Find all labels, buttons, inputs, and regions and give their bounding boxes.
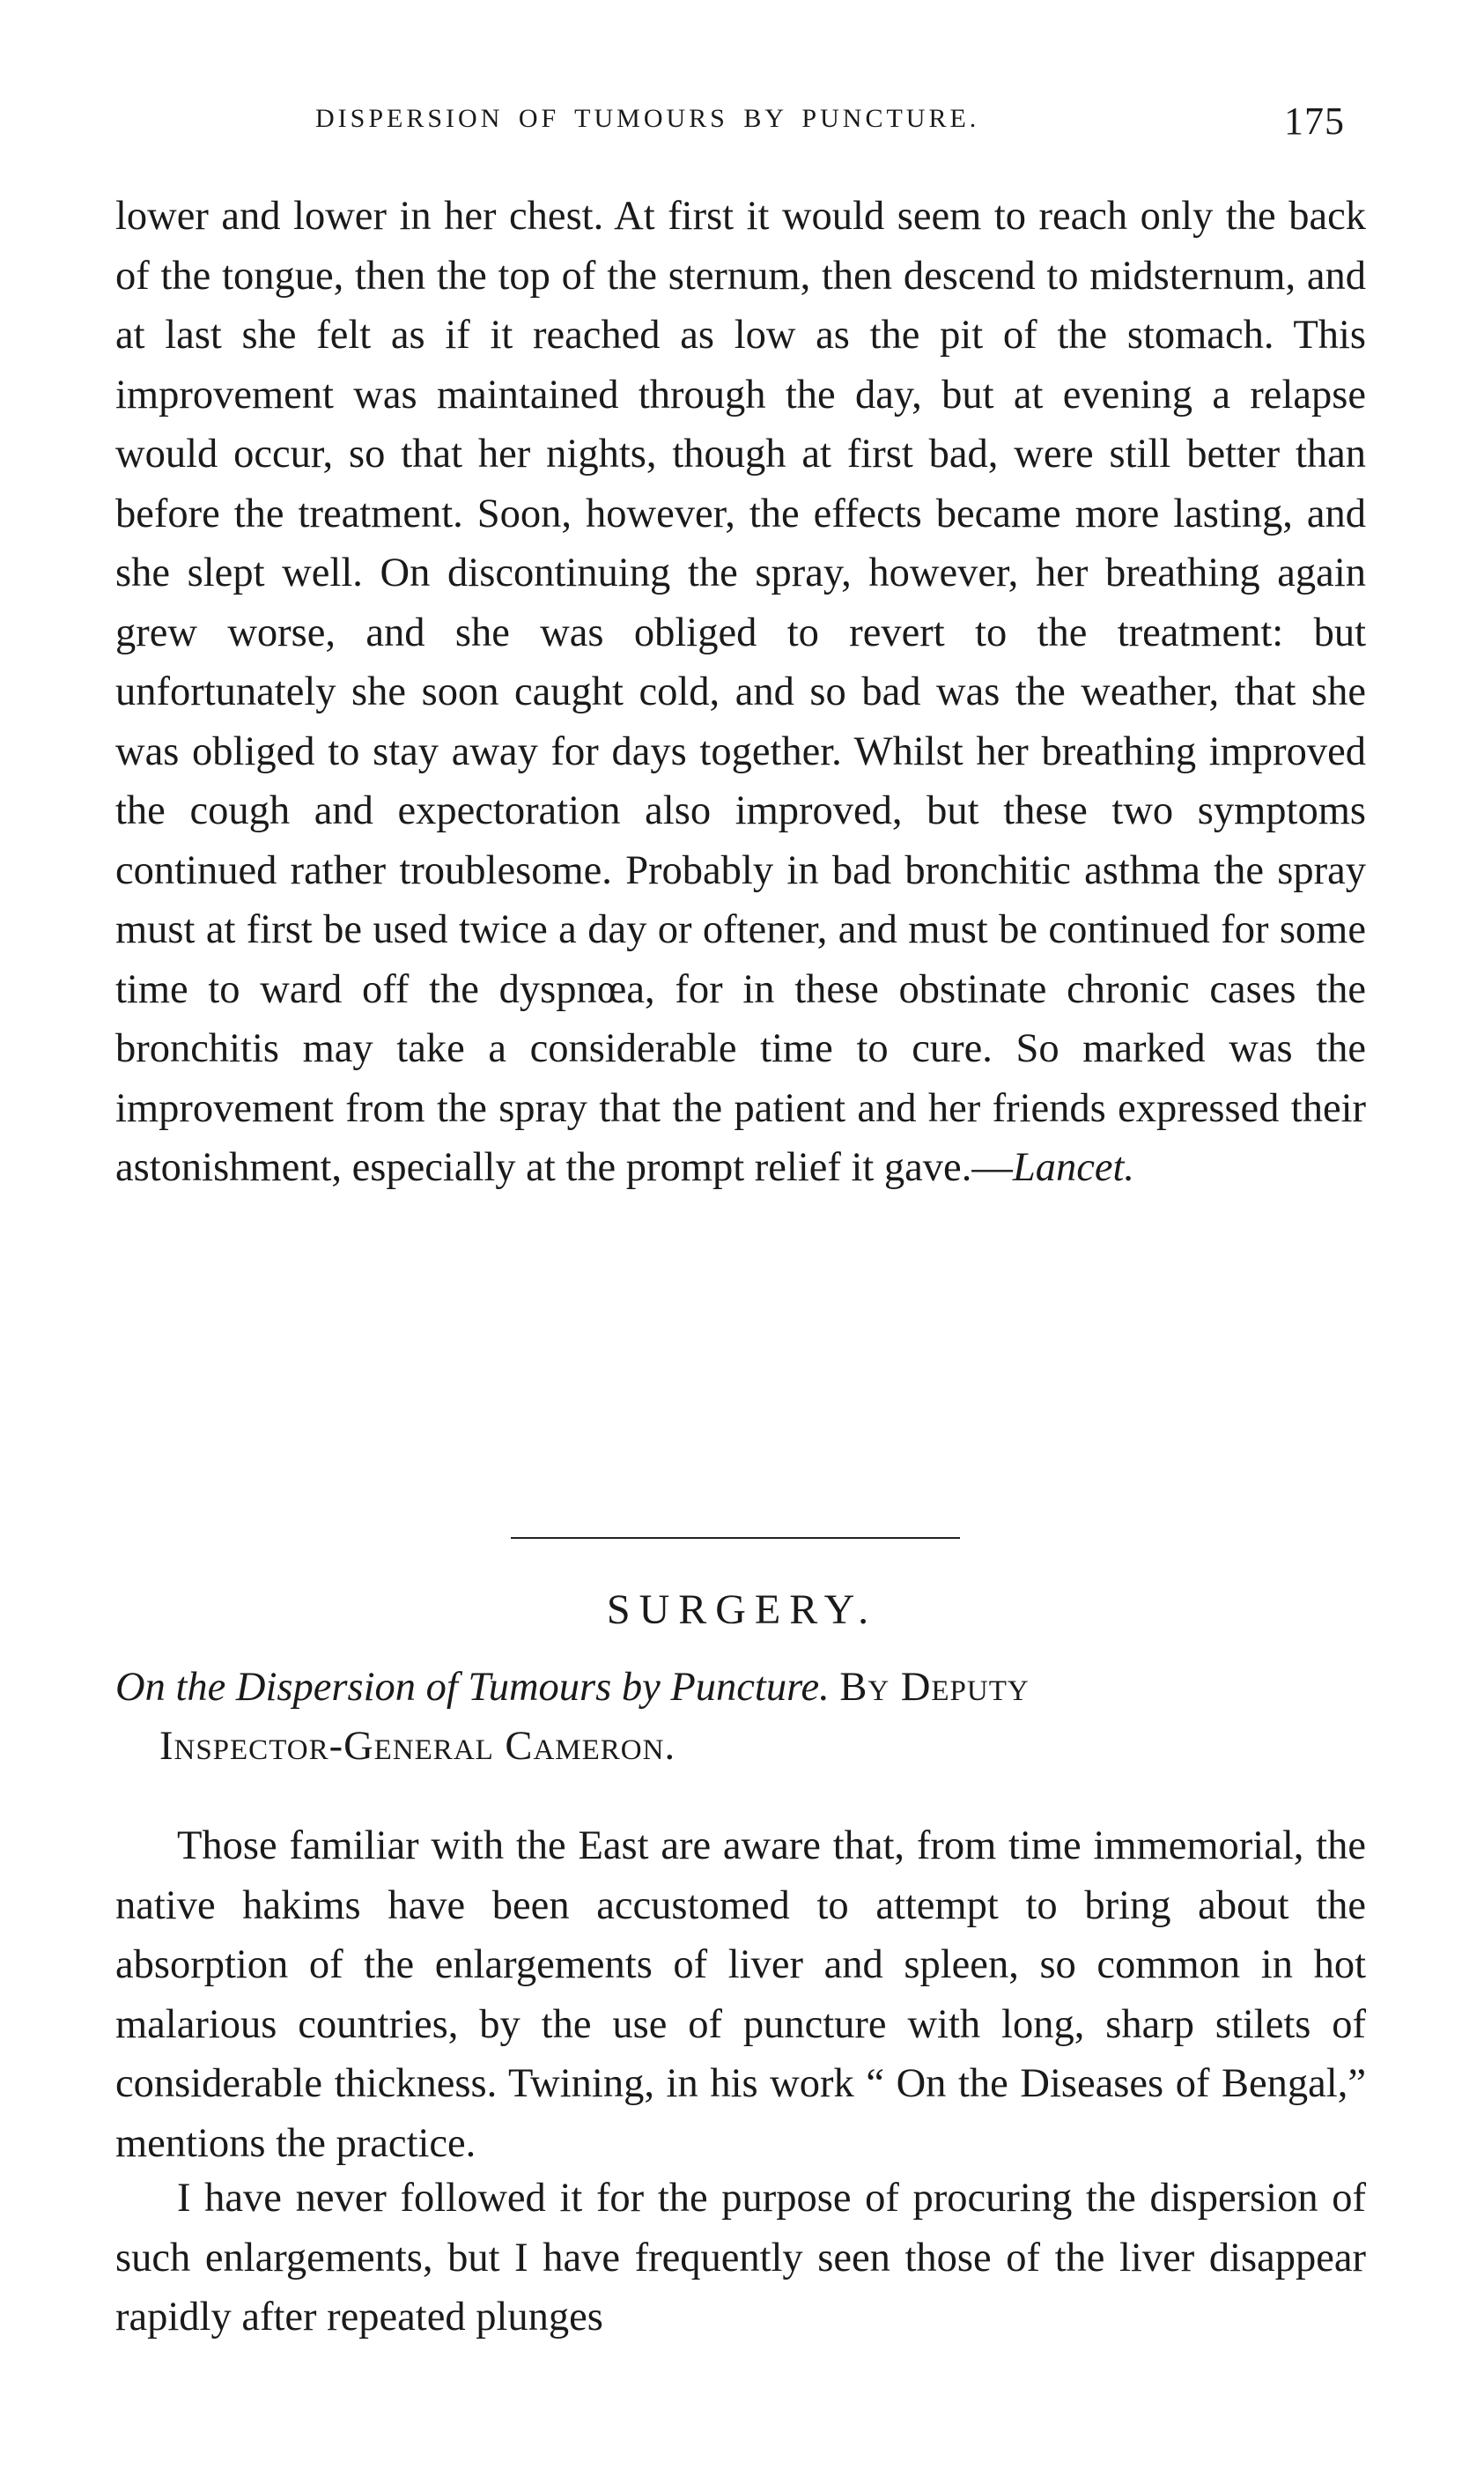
section-heading: SURGERY. [606,1586,878,1633]
source-citation: Lancet. [1012,1145,1135,1190]
running-title: DISPERSION OF TUMOURS BY PUNCTURE. [315,104,980,133]
page-number: 175 [1284,100,1345,143]
byline-prefix: By Deputy [839,1665,1030,1710]
article-paragraph-1: Those familiar with the East are aware that, from time immemorial, the native hakims have been accustomed to attempt to bring about the absorption of the enlargements of liver and spleen, so common in hot malarious countries, by the use of puncture with long, sharp stilets of considerable thickness. Twining, in his work “ On the Diseases of Bengal,” mentions the practice. [115,1823,1366,2166]
byline-author: Inspector-General Cameron. [159,1724,676,1769]
paragraph-text: lower and lower in her chest. At first it would seem to reach only the back of the tongue, then the top of the sternum, then descend to midsternum, and at last she felt as if it reached as low as the pit of the stomach. This improvement was maintained through the day, but at evening a relapse would occur, so that her nights, though at first bad, were still better than before the treatment. Soon, however, the effects became more lasting, and she slept well. On discontinuing the spray, however, her breathing again grew worse, and she was obliged to revert to the treatment: but unfortunately she soon caught cold, and so bad was the weather, that she was obliged to stay away for days together. Whilst her breathing improved the cough and expectoration also improved, but these two symptoms continued rather troublesome. Probably in bad bronchitic asthma the spray must at first be used twice a day or oftener, and must be continued for some time to ward off the dyspnœa, for in these obstinate chronic cases the bronchitis may take a considerable time to cure. So marked was the improvement from the spray that the patient and her friends expressed their astonishment, especially at the prompt relief it gave.— [115,194,1366,1190]
section-divider [511,1537,960,1539]
article-paragraph-2: I have never followed it for the purpose of procuring the dispersion of such enlargements, but I have frequently seen those of the liver disappear rapidly after repeated plunges [115,2176,1366,2340]
article-title: On the Dispersion of Tumours by Puncture. [115,1665,830,1710]
paragraph-continued [115,187,1366,1198]
article-title-block [115,1658,1366,1776]
running-head [0,99,1484,152]
